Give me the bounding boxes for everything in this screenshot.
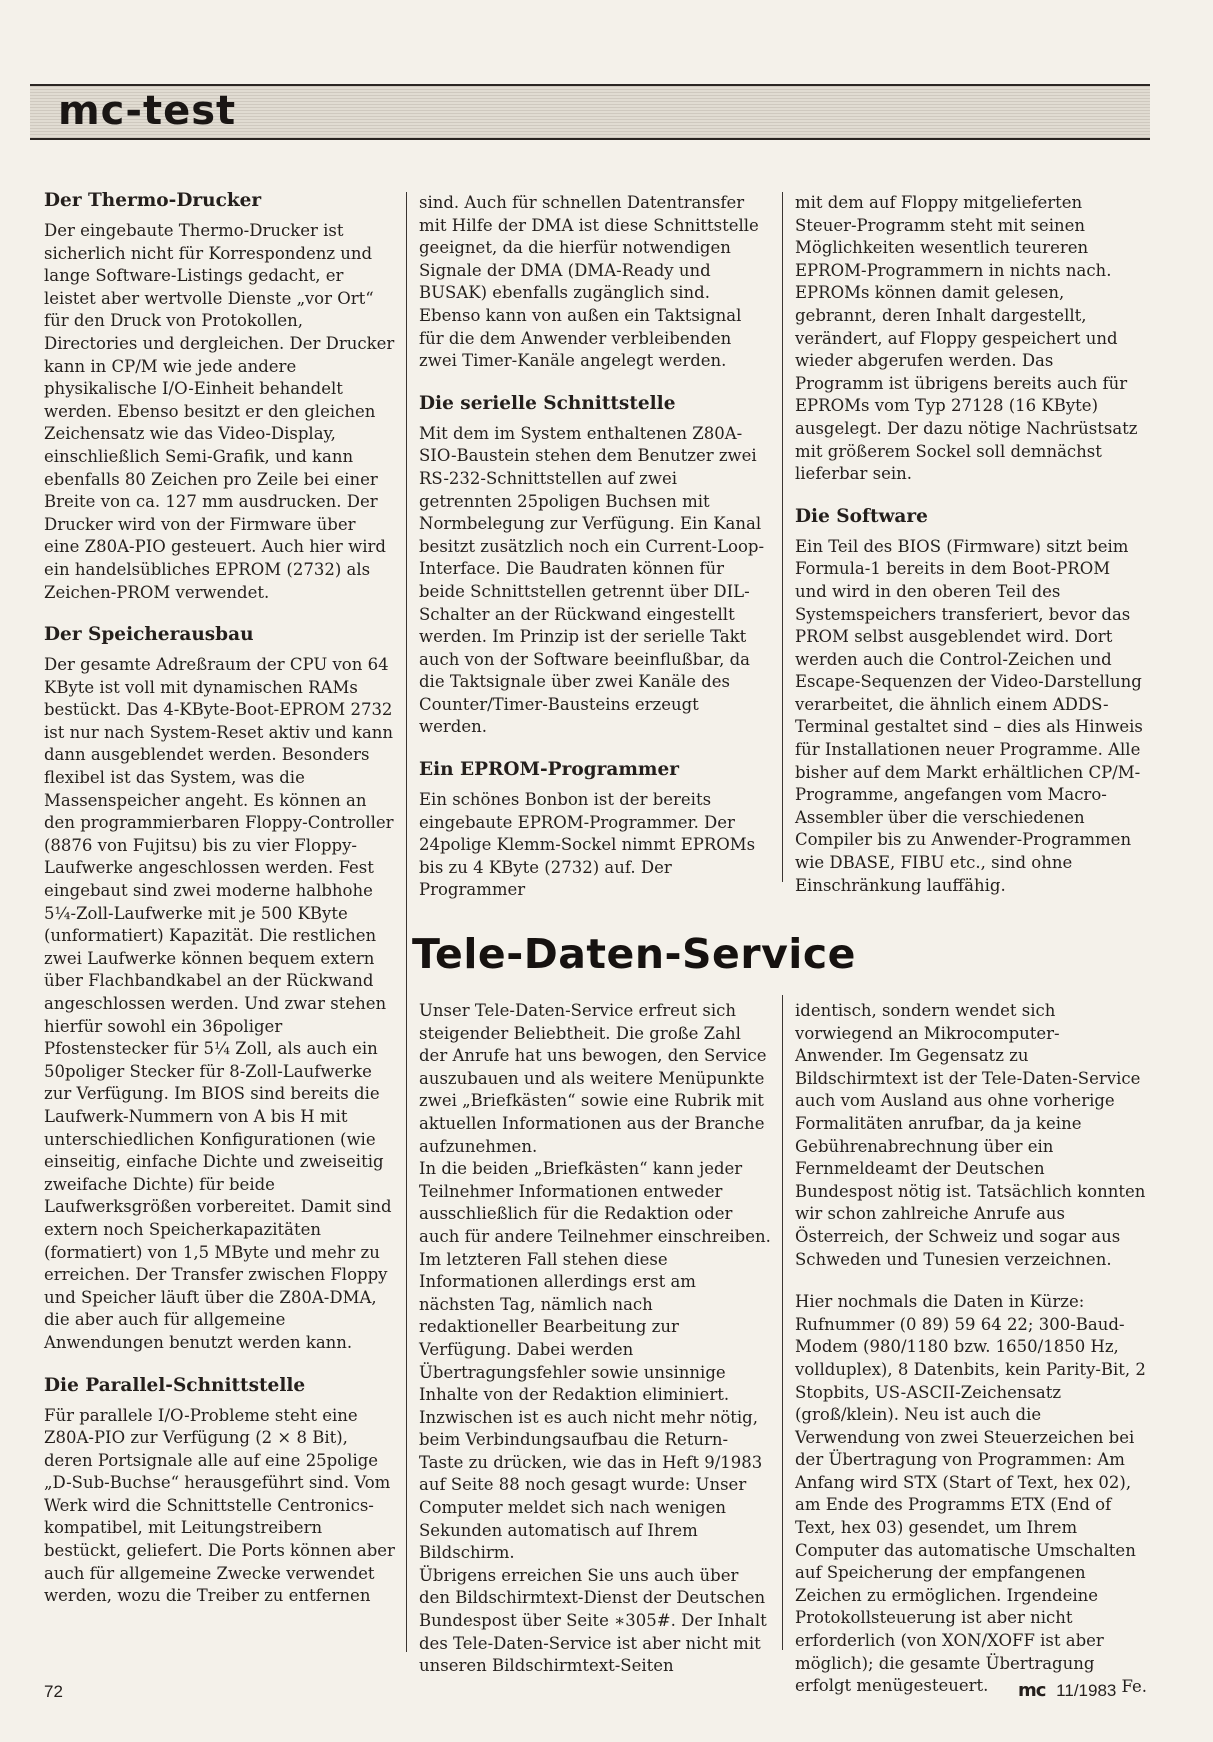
- column-rule-1: [406, 192, 407, 1652]
- heading-parallel-schnittstelle: Die Parallel-Schnittstelle: [44, 1374, 306, 1396]
- column-rule-3: [782, 995, 783, 1650]
- tds-column-2: [795, 1000, 1147, 1698]
- tds-signature: Fe.: [1121, 1676, 1147, 1696]
- paragraph-software: Ein Teil des BIOS (Firmware) sitzt beim Formula-1 bereits in dem Boot-PROM und wird in den oberen Teil des Systemspeichers transferiert, bevor das PROM selbst ausgeblendet wird. Dort werden auch die Control-Zeichen und Escape-Sequenzen der Video-Darstellung verarbeitet, die ähnlich einem ADDS-Terminal gestaltet sind – dies als Hinweis für Installationen neuer Programme. Alle bisher auf dem Markt erhältlichen CP/M-Programme, angefangen vom Macro-Assembler über die verschiedenen Compiler bis zu Anwender-Programmen wie DBASE, FIBU etc., sind ohne Einschränkung lauffähig.: [795, 536, 1143, 895]
- column-1: [44, 188, 396, 1608]
- tele-daten-service-title: Tele-Daten-Service: [412, 930, 856, 978]
- paragraph-serielle-schnittstelle: Mit dem im System enthaltenen Z80A-SIO-Baustein stehen dem Benutzer zwei RS-232-Schnittstellen auf zwei getrennten 25poligen Buchsen mit Normbelegung zur Verfügung. Ein Kanal besitzt zusätzlich noch ein Current-Loop-Interface. Die Baudraten können für beide Schnittstellen getrennt über DIL-Schalter an der Rückwand eingestellt werden. Im Prinzip ist der serielle Takt auch von der Software beeinflußbar, da die Taktsignale über zwei Kanäle des Counter/Timer-Bausteins erzeugt werden.: [419, 423, 765, 737]
- paragraph-thermo-drucker: Der eingebaute Thermo-Drucker ist sicherlich nicht für Korrespondenz und lange Software-Listings gedacht, er leistet aber wertvolle Dienste „vor Ort“ für den Druck von Protokollen, Directories und dergleichen. Der Drucker kann in CP/M wie jede andere physikalische I/O-Einheit behandelt werden. Ebenso besitzt er den gleichen Zeichensatz wie das Video-Display, einschließlich Semi-Grafik, und kann ebenfalls 80 Zeichen pro Zeile bei einer Breite von ca. 127 mm ausdrucken. Der Drucker wird von der Firmware über eine Z80A-PIO gesteuert. Auch hier wird ein handelsübliches EPROM (2732) als Zeichen-PROM verwendet.: [44, 221, 395, 602]
- section-header-band: [30, 84, 1150, 140]
- paragraph-eprom-programmer: Ein schönes Bonbon ist der bereits eingebaute EPROM-Programmer. Der 24polige Klemm-Sockel nimmt EPROMs bis zu 4 KByte (2732) auf. Der Programmer: [419, 790, 756, 900]
- column-rule-2: [782, 192, 783, 882]
- section-label: mc-test: [58, 88, 237, 134]
- heading-speicherausbau: Der Speicherausbau: [44, 624, 254, 646]
- paragraph-eprom-continued: mit dem auf Floppy mitgelieferten Steuer-Programm steht mit seinen Möglichkeiten wesentlich teureren EPROM-Programmern in nichts nach. EPROMs können damit gelesen, gebrannt, deren Inhalt dargestellt, verändert, auf Floppy gespeichert und wieder abgerufen werden. Das Programm ist übrigens bereits auch für EPROMs vom Typ 27128 (16 KByte) ausgelegt. Der dazu nötige Nachrüstsatz mit größerem Sockel soll demnächst lieferbar sein.: [795, 193, 1138, 484]
- column-2: [419, 192, 771, 902]
- tds-paragraph-3: Übrigens erreichen Sie uns auch über den Bildschirmtext-Dienst der Deutschen Bundespost über Seite ∗305#. Der Inhalt des Tele-Daten-Service ist aber nicht mit unseren Bildschirmtext-Seiten: [419, 1565, 767, 1676]
- tds-paragraph-2: In die beiden „Briefkästen“ kann jeder Teilnehmer Informationen entweder ausschließlich für die Redaktion oder auch für andere Teilnehmer einschreiben. Im letzteren Fall stehen diese Informationen allerdings erst am nächsten Tag, nämlich nach redaktioneller Bearbeitung zur Verfügung. Dabei werden Übertragungsfehler sowie unsinnige Inhalte von der Redaktion eliminiert. Inzwischen ist es auch nicht mehr nötig, beim Verbindungsaufbau die Return-Taste zu drücken, wie das in Heft 9/1983 auf Seite 88 noch gesagt wurde: Unser Computer meldet sich nach wenigen Sekunden automatisch auf Ihrem Bildschirm.: [419, 1159, 771, 1563]
- tds-column-1: [419, 1000, 771, 1678]
- footer-issue: [1018, 1680, 1116, 1701]
- paragraph-parallel-continued: sind. Auch für schnellen Datentransfer mit Hilfe der DMA ist diese Schnittstelle geeignet, da die hierfür notwendigen Signale der DMA (DMA-Ready und BUSAK) ebenfalls zugänglich sind. Ebenso kann von außen ein Taktsignal für die dem Anwender verbleibenden zwei Timer-Kanäle angelegt werden.: [419, 193, 759, 371]
- magazine-logo: mc: [1018, 1680, 1046, 1701]
- heading-eprom-programmer: Ein EPROM-Programmer: [419, 759, 680, 781]
- heading-serielle-schnittstelle: Die serielle Schnittstelle: [419, 392, 676, 414]
- heading-thermo-drucker: Der Thermo-Drucker: [44, 190, 262, 211]
- heading-software: Die Software: [795, 505, 928, 527]
- paragraph-speicherausbau: Der gesamte Adreßraum der CPU von 64 KByte ist voll mit dynamischen RAMs bestückt. Das 4-KByte-Boot-EPROM 2732 ist nur nach System-Reset aktiv und kann dann ausgeblendet werden. Besonders flexibel ist das System, was die Massenspeicher angeht. Es können an den programmierbaren Floppy-Controller (8876 von Fujitsu) bis zu vier Floppy-Laufwerke angeschlossen werden. Fest eingebaut sind zwei moderne halbhohe 5¼-Zoll-Laufwerke mit je 500 KByte (unformatiert) Kapazität. Die restlichen zwei Laufwerke können bequem extern über Flachbandkabel an der Rückwand angeschlossen werden. Und zwar stehen hierfür sowohl ein 36poliger Pfostenstecker für 5¼ Zoll, als auch ein 50poliger Stecker für 8-Zoll-Laufwerke zur Verfügung. Im BIOS sind bereits die Laufwerk-Nummern von A bis H mit unterschiedlichen Konfigurationen (wie einseitig, einfache Dichte und zweiseitig zweifache Dichte) für beide Laufwerksgrößen vorbereitet. Damit sind extern noch Speicherkapazitäten (formatiert) von 1,5 MByte und mehr zu erreichen. Der Transfer zwischen Floppy und Speicher läuft über die Z80A-DMA, die aber auch für allgemeine Anwendungen benutzt werden kann.: [44, 655, 394, 1352]
- tds-paragraph-1: Unser Tele-Daten-Service erfreut sich steigender Beliebtheit. Die große Zahl der Anrufe hat uns bewogen, den Service auszubauen und als weitere Menüpunkte zwei „Briefkästen“ sowie eine Rubrik mit aktuellen Informationen aus der Branche aufzunehmen.: [419, 1001, 767, 1156]
- paragraph-parallel-schnittstelle: Für parallele I/O-Probleme steht eine Z80A-PIO zur Verfügung (2 × 8 Bit), deren Portsignale alle auf eine 25polige „D-Sub-Buchse“ herausgeführt sind. Vom Werk wird die Schnittstelle Centronics-kompatibel, mit Leitungstreibern bestückt, geliefert. Die Ports können aber auch für allgemeine Zwecke verwendet werden, wozu die Treiber zu entfernen: [44, 1405, 395, 1606]
- issue-number: 11/1983: [1056, 1681, 1117, 1700]
- column-3: [795, 192, 1147, 897]
- page-number: 72: [44, 1682, 63, 1701]
- tds-paragraph-4: identisch, sondern wendet sich vorwiegend an Mikrocomputer-Anwender. Im Gegensatz zu Bildschirmtext ist der Tele-Daten-Service auch vom Ausland aus ohne vorherige Formalitäten anrufbar, da ja keine Gebührenabrechnung über ein Fernmeldeamt der Deutschen Bundespost nötig ist. Tatsächlich konnten wir schon zahlreiche Anrufe aus Österreich, der Schweiz und sogar aus Schweden und Tunesien verzeichnen.: [795, 1001, 1146, 1269]
- tds-paragraph-5: Hier nochmals die Daten in Kürze: Rufnummer (0 89) 59 64 22; 300-Baud-Modem (980/1180 bzw. 1650/1850 Hz, vollduplex), 8 Datenbits, kein Parity-Bit, 2 Stopbits, US-ASCII-Zeichensatz (groß/klein). Neu ist auch die Verwendung von zwei Steuerzeichen bei der Übertragung von Programmen: Am Anfang wird STX (Start of Text, hex 02), am Ende des Programms ETX (End of Text, hex 03) gesendet, um Ihrem Computer das automatische Umschalten auf Speicherung der empfangenen Zeichen zu ermöglichen. Irgendeine Protokollsteuerung ist aber nicht erforderlich (von XON/XOFF ist aber möglich); die gesamte Übertragung erfolgt menügesteuert.: [795, 1292, 1146, 1696]
